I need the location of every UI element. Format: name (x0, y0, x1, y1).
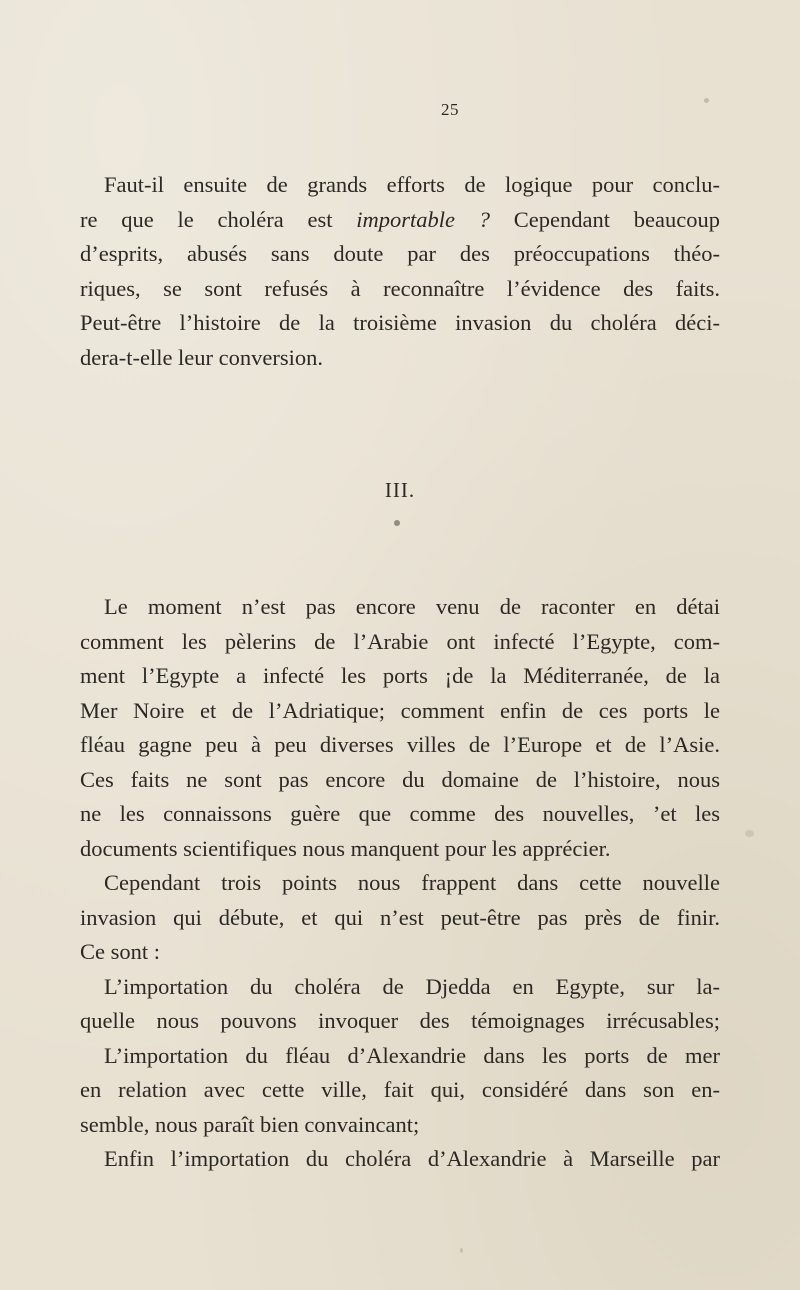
text-line: Peut-être l’histoire de la troisième invasion du choléra déci- (80, 310, 720, 335)
text-line: documents scientifiques nous manquent pour les apprécier. (80, 835, 611, 861)
text-line: Enfin l’importation du choléra d’Alexandrie à Marseille par (104, 1146, 720, 1171)
text-line: semble, nous paraît bien convaincant; (80, 1111, 420, 1137)
text-line: quelle nous pouvons invoquer des témoignages irrécusables; (80, 1008, 720, 1033)
text-line: Faut-il ensuite de grands efforts de logique pour conclu- (104, 172, 720, 197)
paragraph-conclusion (80, 168, 720, 375)
text-line: d’esprits, abusés sans doute par des préoccupations théo- (80, 241, 720, 266)
text-line: dera-t-elle leur conversion. (80, 344, 324, 370)
text-line: re que le choléra est importable ? Cependant beaucoup (80, 206, 720, 232)
text-line: Mer Noire et de l’Adriatique; comment enfin de ces ports le (80, 697, 720, 723)
paper-speck (460, 1248, 463, 1253)
section-heading: III. (384, 478, 416, 502)
section-body (80, 590, 720, 1177)
text-line: invasion qui débute, et qui n’est peut-être pas près de finir. (80, 904, 720, 930)
text-line: L’importation du fléau d’Alexandrie dans les ports de mer (104, 1042, 720, 1068)
text-line: ne les connaissons guère que comme des nouvelles, ’et les (80, 801, 720, 826)
text-line: Ce sont : (80, 939, 161, 964)
ornament-dot (394, 520, 400, 526)
emphasis-importable: importable ? (356, 206, 491, 232)
text-line: L’importation du choléra de Djedda en Egypte, sur la- (104, 973, 720, 999)
page-number: 25 (441, 100, 459, 119)
text-line: ment l’Egypte a infecté les ports ¡de la Méditerranée, de la (80, 663, 720, 688)
text-line: Cependant trois points nous frappent dans cette nouvelle (104, 870, 720, 895)
text-line: Ces faits ne sont pas encore du domaine de l’histoire, nous (80, 766, 720, 792)
paper-speck (745, 830, 754, 837)
text-line: riques, se sont refusés à reconnaître l’évidence des faits. (80, 275, 720, 301)
text-line: fléau gagne peu à peu diverses villes de l’Europe et de l’Asie. (80, 732, 720, 757)
text-line: comment les pèlerins de l’Arabie ont infecté l’Egypte, com- (80, 628, 720, 654)
text-line: Le moment n’est pas encore venu de raconter en détai (104, 594, 720, 619)
text-line: en relation avec cette ville, fait qui, considéré dans son en- (80, 1077, 720, 1102)
paper-speck (704, 98, 709, 103)
